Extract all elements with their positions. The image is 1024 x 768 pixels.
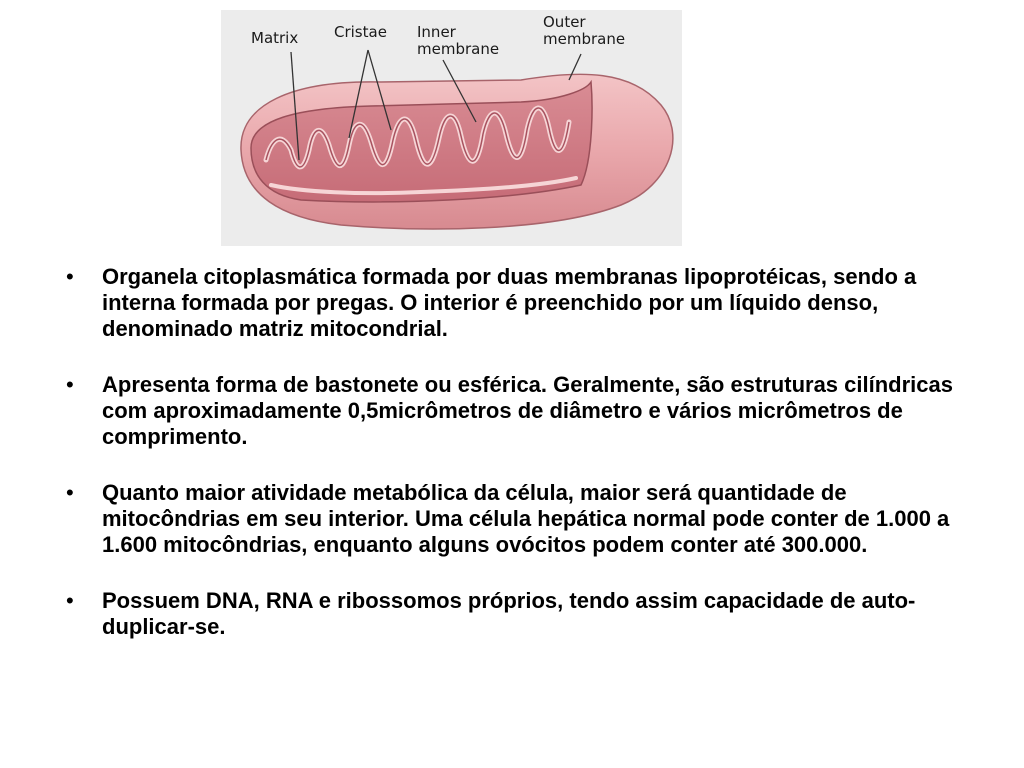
bullet-item — [56, 264, 976, 342]
label-cristae: Cristae — [334, 23, 387, 41]
label-inner-membrane: Inner membrane — [417, 23, 500, 58]
bullet-text: Quanto maior atividade metabólica da célula, maior será quantidade de mitocôndrias em seu interior. Uma célula hepática normal pode conter de 1.000 a 1.600 mitocôndrias, enquanto alguns ovócitos podem conter até 300.000. — [102, 480, 950, 557]
bullet-symbol: • — [66, 264, 74, 289]
bullet-symbol: • — [66, 480, 74, 505]
bullet-symbol: • — [66, 588, 74, 613]
bullet-text: Possuem DNA, RNA e ribossomos próprios, tendo assim capacidade de auto-duplicar-se. — [102, 588, 916, 639]
bullet-item — [56, 588, 976, 640]
mitochondrion-diagram — [221, 10, 682, 246]
label-matrix: Matrix — [251, 29, 299, 47]
bullet-item — [56, 372, 976, 450]
bullet-list — [56, 264, 976, 640]
bullet-text: Apresenta forma de bastonete ou esférica. Geralmente, são estruturas cilíndricas com aproximadamente 0,5micrômetros de diâmetro e vários micrômetros de comprimento. — [102, 372, 953, 449]
bullet-item — [56, 480, 976, 558]
bullet-text: Organela citoplasmática formada por duas membranas lipoprotéicas, sendo a interna formada por pregas. O interior é preenchido por um líquido denso, denominado matriz mitocondrial. — [102, 264, 917, 341]
bullet-symbol: • — [66, 372, 74, 397]
label-outer-membrane: Outer membrane — [543, 13, 626, 48]
